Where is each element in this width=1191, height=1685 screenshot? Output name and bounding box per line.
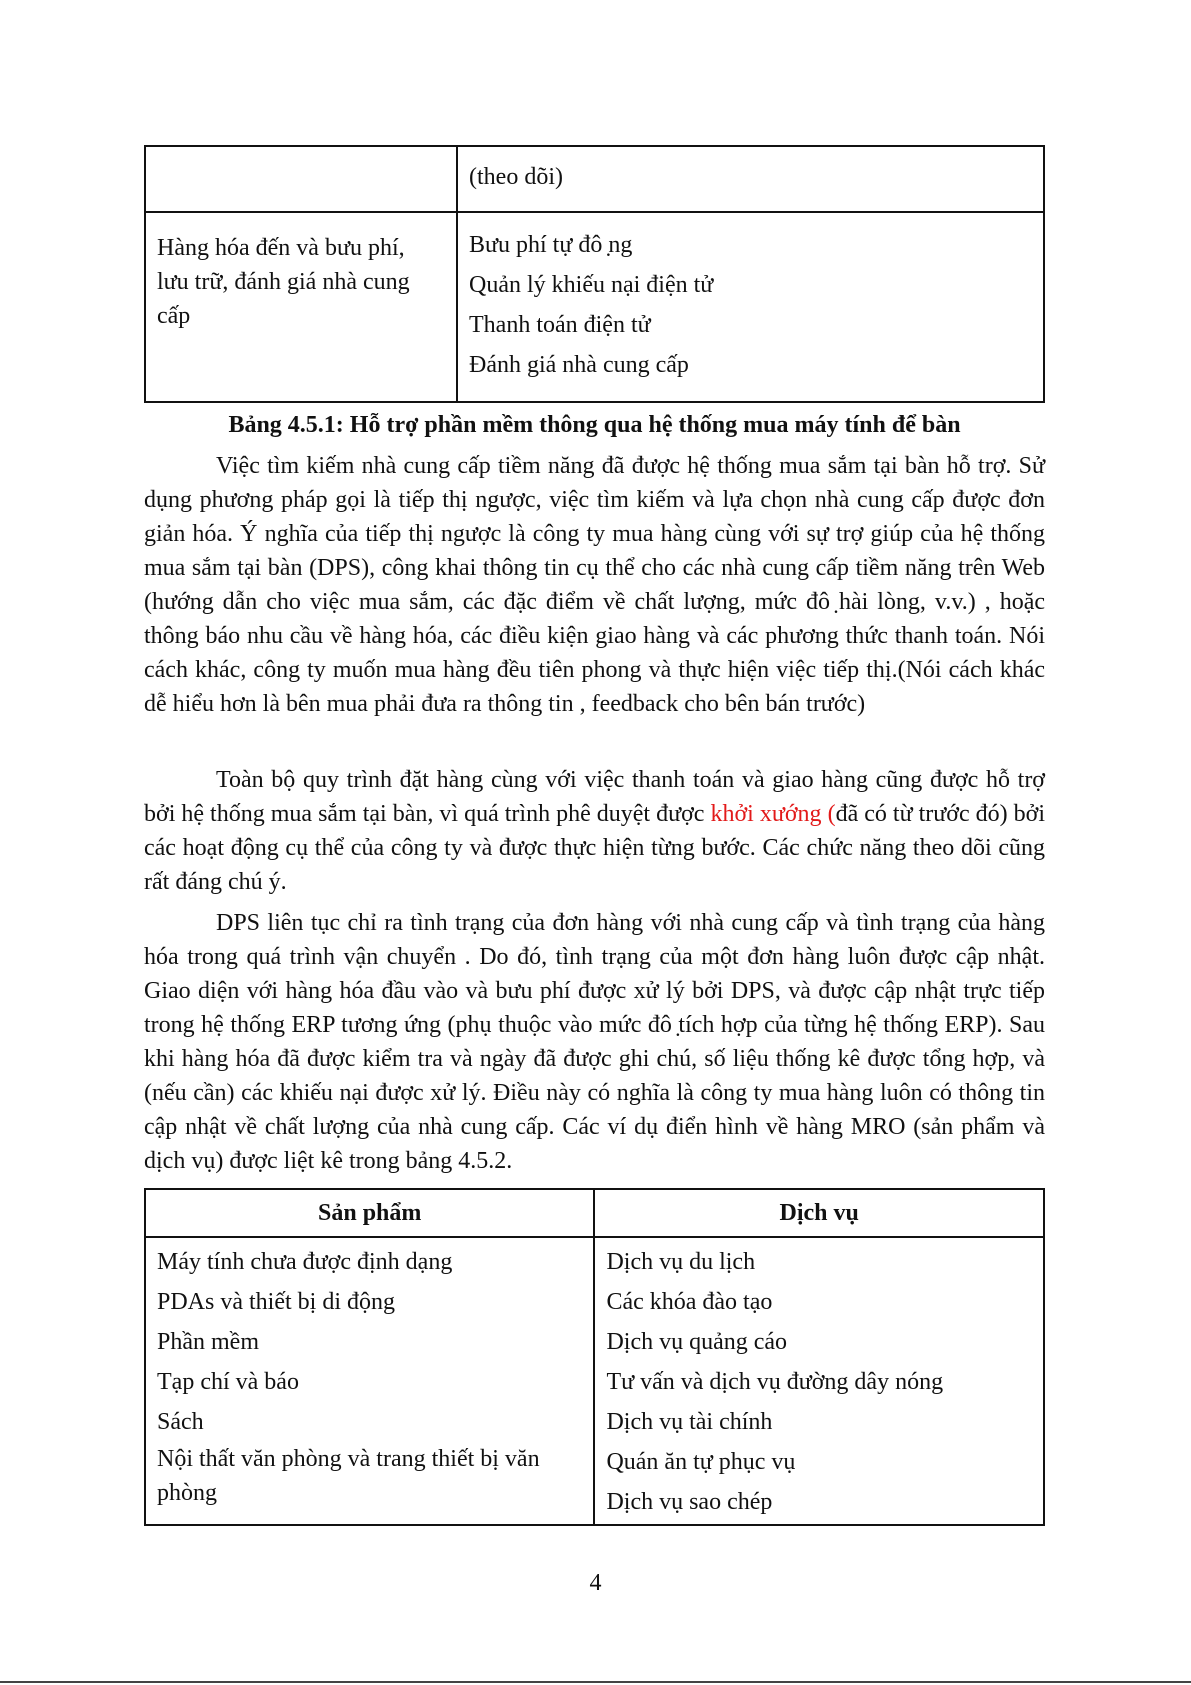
table-caption: Bảng 4.5.1: Hỗ trợ phần mềm thông qua hệ thống mua máy tính để bàn <box>228 412 961 438</box>
paragraph-dps-status: DPS liên tục chỉ ra tình trạng của đơn hàng với nhà cung cấp và tình trạng của hàng hóa trong quá trình vận chuyển . Do đó, tình trạng của một đơn hàng luôn được cập nhật. Giao diện với hàng hóa đầu vào và bưu phí được xử lý bởi DPS, và được cập nhật trực tiếp trong hệ thống ERP tương ứng (phụ thuộc vào mức đô ̣tích hợp của từng hệ thống ERP). Sau khi hàng hóa đã được kiểm tra và ngày đã được ghi chú, số liệu thống kê được tổng hợp, và (nếu cần) các khiếu nại được xử lý. Điều này có nghĩa là công ty mua hàng luôn có thông tin cập nhật về chất lượng của nhà cung cấp. Các ví dụ điển hình về hàng MRO (sản phẩm và dịch vụ) được liệt kê trong bảng 4.5.2. <box>144 910 1045 1174</box>
table-header-row <box>145 1189 1044 1237</box>
list-item: Máy tính chưa được định dạng <box>157 1249 453 1275</box>
cell-line: Hàng hóa đến và bưu phí, <box>157 235 405 261</box>
table-row <box>145 1237 1044 1525</box>
column-header-products: Sản phẩm <box>145 1189 594 1237</box>
table-cell <box>457 212 1044 402</box>
list-item: Quán ăn tự phục vụ <box>606 1449 796 1475</box>
products-cell <box>145 1237 594 1525</box>
table-cell: (theo dõi) <box>457 146 1044 212</box>
cell-line: lưu trữ, đánh giá nhà cung <box>157 269 410 295</box>
list-item: Dịch vụ tài chính <box>606 1409 773 1435</box>
list-item: Các khóa đào tạo <box>606 1289 773 1315</box>
page-number: 4 <box>589 1570 602 1596</box>
paragraph-text: đã có từ trước đó) bởi các hoạt động cụ thể của công ty và được thực hiện từng bước. Các chức năng theo dõi cũng rất đáng chú ý. <box>144 801 1045 895</box>
list-item: Dịch vụ du lịch <box>606 1249 756 1275</box>
cell-line: cấp <box>157 303 191 329</box>
list-item: Phần mềm <box>157 1329 259 1355</box>
list-item: Sách <box>157 1409 204 1435</box>
cell-line: Bưu phí tự đô ̣ng <box>469 232 633 258</box>
table-row <box>145 146 1044 212</box>
bottom-divider <box>0 1681 1191 1683</box>
software-support-table <box>144 145 1045 403</box>
mro-goods-table <box>144 1188 1045 1526</box>
list-item: Tạp chí và báo <box>157 1369 299 1395</box>
cell-line: Quản lý khiếu nại điện tử <box>469 272 714 298</box>
table-cell <box>145 146 457 212</box>
highlighted-text: khởi xướng ( <box>710 801 836 827</box>
list-item: Dịch vụ sao chép <box>606 1489 773 1515</box>
list-item: PDAs và thiết bị di động <box>157 1289 395 1315</box>
list-item: Tư vấn và dịch vụ đường dây nóng <box>606 1369 944 1395</box>
paragraph-ordering-process <box>144 763 1045 899</box>
paragraph-text: Toàn bộ quy trình đặt hàng cùng với việc thanh toán và giao hàng cũng được hỗ trợ bởi hệ thống mua sắm tại bàn, vì quá trình phê duyệt được <box>144 767 1045 827</box>
services-cell <box>594 1237 1044 1525</box>
cell-line: Thanh toán điện tử <box>469 312 651 338</box>
paragraph-reverse-marketing: Việc tìm kiếm nhà cung cấp tiềm năng đã được hệ thống mua sắm tại bàn hỗ trợ. Sử dụng phương pháp gọi là tiếp thị ngược, việc tìm kiếm và lựa chọn nhà cung cấp được đơn giản hóa. Ý nghĩa của tiếp thị ngược là công ty mua hàng cùng với sự trợ giúp của hệ thống mua sắm tại bàn (DPS), công khai thông tin cụ thể cho các nhà cung cấp tiềm năng trên Web (hướng dẫn cho việc mua sắm, các đặc điểm về chất lượng, mức đô ̣hài lòng, v.v.) , hoặc thông báo nhu cầu về hàng hóa, các điều kiện giao hàng và các phương thức thanh toán. Nói cách khác, công ty muốn mua hàng đều tiên phong và thực hiện việc tiếp thị.(Nói cách khác dễ hiểu hơn là bên mua phải đưa ra thông tin , feedback cho bên bán trước) <box>144 453 1045 717</box>
table-row <box>145 212 1044 402</box>
list-item: Dịch vụ quảng cáo <box>606 1329 788 1355</box>
list-item: Nội thất văn phòng và trang thiết bị văn phòng <box>157 1446 540 1506</box>
column-header-services: Dịch vụ <box>594 1189 1044 1237</box>
table-cell <box>145 212 457 402</box>
cell-line: Đánh giá nhà cung cấp <box>469 352 689 378</box>
